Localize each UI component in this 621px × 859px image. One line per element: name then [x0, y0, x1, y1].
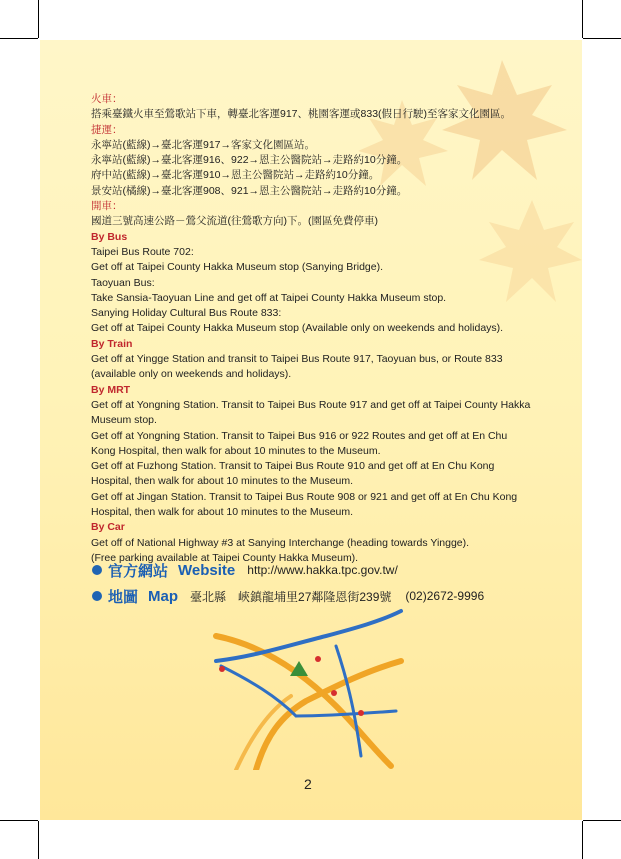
en-bus-line: Sanying Holiday Cultural Bus Route 833: [91, 307, 282, 320]
map-road-blue [216, 611, 401, 661]
zh-car-text: 國道三號高速公路－鶯父流道(往鶯歌方向)下。(園區免費停車) [91, 215, 378, 228]
en-mrt-paragraph: Get off at Jingan Station. Transit to Taipei Bus Route 908 or 921 and get off at En Chu Kong Hospital, then walk for about 10 minutes to the Museum. [91, 490, 518, 519]
location-map [196, 606, 410, 770]
zh-mrt-line: 永寧站(藍線)→臺北客運917→客家文化園區站。 [91, 138, 316, 151]
map-label-zh: 地圖 [108, 588, 139, 606]
en-bus-line: Get off at Taipei County Hakka Museum stop (Available only on weekends and holidays). [91, 322, 504, 335]
en-mrt-paragraph: Get off at Fuzhong Station. Transit to Taipei Bus Route 910 and get off at En Chu Kong Hospital, then walk for about 10 minutes to the Museum. [91, 460, 495, 488]
en-car-heading: By Car [91, 521, 125, 534]
en-bus-line: Taoyuan Bus: [91, 276, 155, 289]
en-car-line: (Free parking available at Taipei County Hakka Museum). [91, 551, 359, 564]
en-car-line: Get off of National Highway #3 at Sanying Interchange (heading towards Yingge). [91, 536, 470, 549]
map-pin-icon [219, 666, 225, 672]
en-bus-line: Get off at Taipei County Hakka Museum stop (Sanying Bridge). [91, 261, 384, 274]
map-pin-icon [358, 710, 364, 716]
bullet-dot-icon [92, 591, 102, 601]
bullet-dot-icon [92, 565, 102, 575]
en-train-heading: By Train [91, 337, 133, 350]
en-bus-heading: By Bus [91, 230, 128, 243]
en-mrt-heading: By MRT [91, 383, 131, 396]
zh-mrt-line: 景安站(橘線)→臺北客運908、921→恩主公醫院站→走路約10分鐘。 [91, 184, 408, 197]
zh-mrt-heading: 捷運： [91, 123, 123, 136]
zh-train-text: 搭乘臺鐵火車至鶯歌站下車，轉臺北客運917、桃園客運或833(假日行駛)至客家文化園區。 [91, 108, 512, 121]
en-bus-line: Taipei Bus Route 702: [91, 245, 194, 258]
en-bus-line: Take Sansia-Taoyuan Line and get off at Taipei County Hakka Museum stop. [91, 291, 447, 304]
en-mrt-paragraph: Get off at Yongning Station. Transit to Taipei Bus Route 917 and get off at Taipei County Hakka Museum stop. [91, 398, 531, 427]
map-label-en: Map [148, 587, 179, 605]
map-road-orange [236, 696, 291, 770]
website-label-zh: 官方網站 [108, 562, 169, 580]
directions-content [91, 92, 531, 566]
website-label-en: Website [178, 561, 236, 579]
address-text: 臺北縣 峽鎮龍埔里27鄰隆恩街239號 [190, 589, 392, 604]
contact-links [92, 557, 552, 609]
map-pin-icon [315, 656, 321, 662]
zh-mrt-line: 永寧站(藍線)→臺北客運916、922→恩主公醫院站→走路約10分鐘。 [91, 154, 408, 167]
map-road-blue [296, 711, 396, 716]
en-mrt-paragraph: Get off at Yongning Station. Transit to Taipei Bus 916 or 922 Routes and get off at En Chu Kong Hospital, then walk for about 10 minutes to the Museum. [91, 429, 508, 457]
website-url-link[interactable]: http://www.hakka.tpc.gov.tw/ [247, 563, 398, 577]
zh-mrt-line: 府中站(藍線)→臺北客運910→恩主公醫院站→走路約10分鐘。 [91, 169, 380, 182]
zh-train-heading: 火車： [91, 93, 123, 105]
page-number: 2 [304, 776, 312, 792]
en-train-text: Get off at Yingge Station and transit to Taipei Bus Route 917, Taoyuan bus, or Route 833 (available only on weekends and holidays). [91, 353, 503, 381]
zh-car-heading: 開車： [91, 200, 123, 213]
phone-text: (02)2672-9996 [405, 589, 485, 603]
map-pin-icon [331, 690, 337, 696]
map-road-blue [336, 646, 361, 756]
website-row [92, 557, 552, 583]
map-road-blue [221, 666, 296, 716]
